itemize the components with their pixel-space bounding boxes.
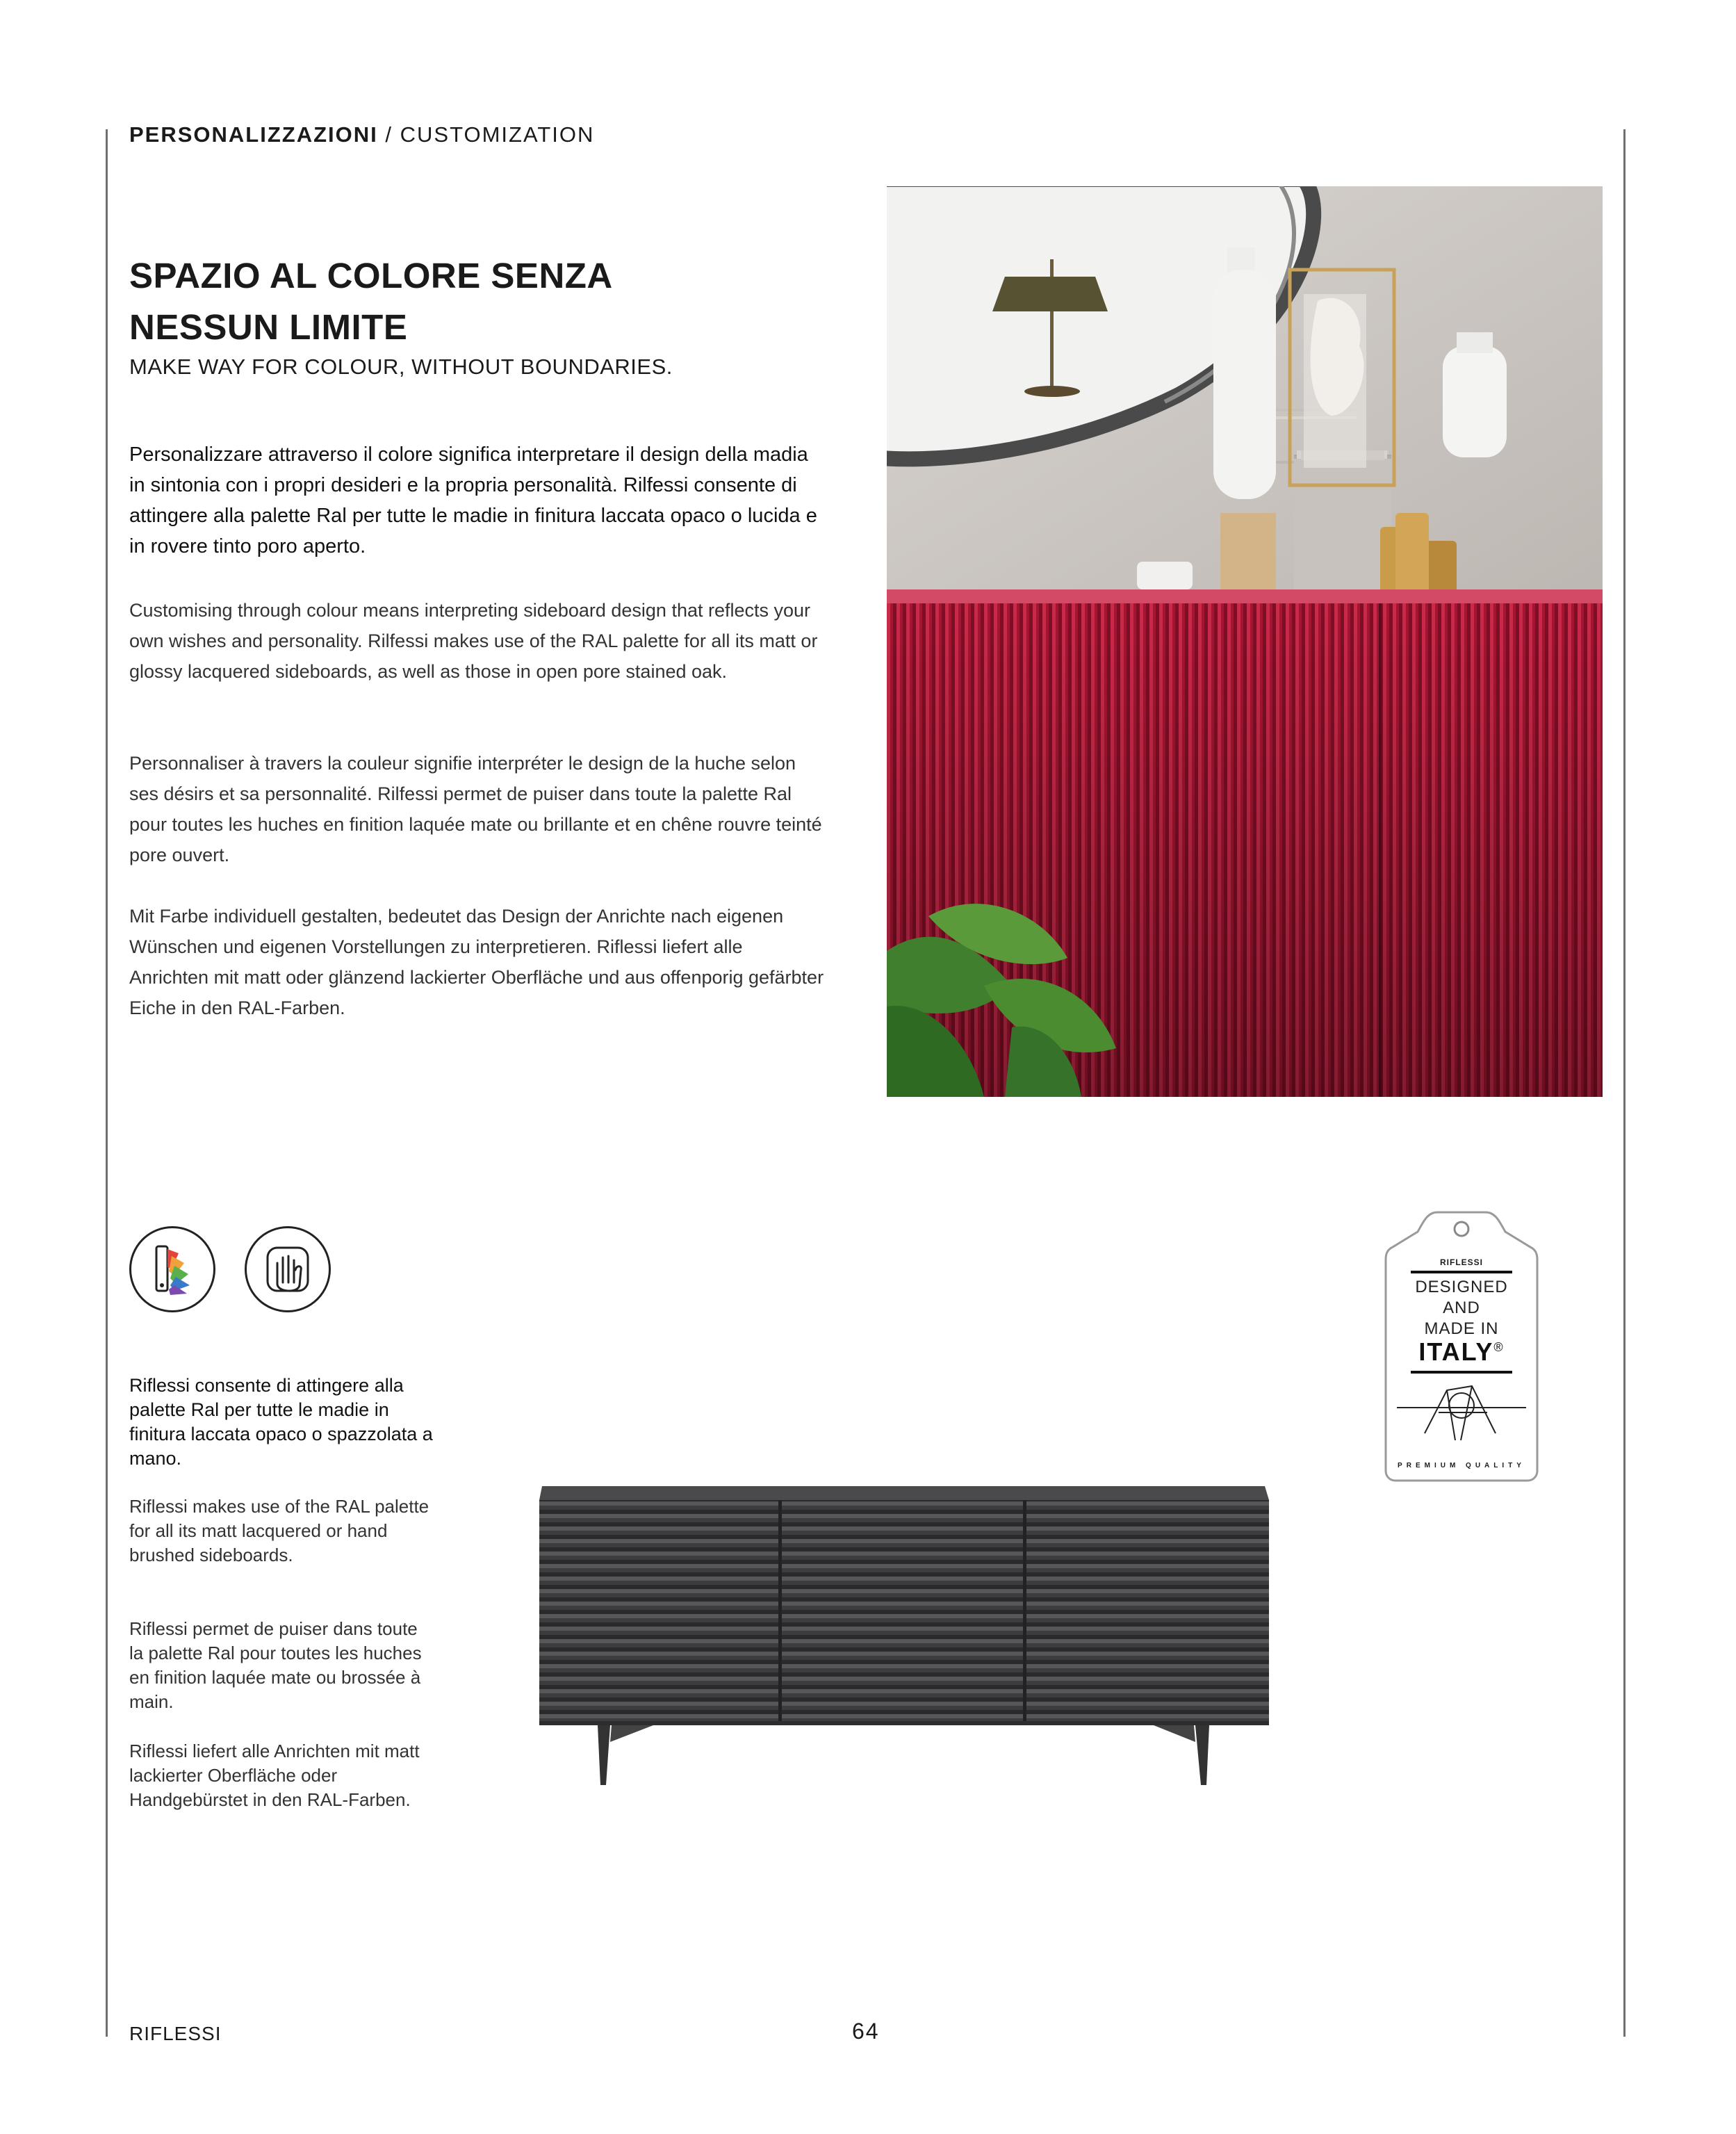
page-title-line-2: NESSUN LIMITE: [129, 307, 408, 347]
intro-paragraph-de: Mit Farbe individuell gestalten, bedeutet das Design der Anrichte nach eigenen Wünschen und eigenen Vorstellungen zu interpretieren. Riflessi liefert alle Anrichten mit matt oder glänzend lackierter Oberfläche und aus offenporig gefärbter Eiche in den RAL-Farben.: [129, 906, 824, 1018]
tag-premium-quality: PREMIUM QUALITY: [1398, 1462, 1525, 1469]
dark-sideboard-photo: [528, 1476, 1279, 1796]
left-margin-rule: [106, 129, 108, 2037]
tag-brand: RIFLESSI: [1439, 1257, 1483, 1267]
right-margin-rule: [1623, 129, 1626, 2037]
tag-country: [1383, 1337, 1540, 1367]
tag-line-made-in: MADE IN: [1424, 1319, 1499, 1338]
page-number: 64: [852, 2019, 880, 2044]
hand-brushed-icon: [245, 1226, 331, 1312]
tag-designed-text: [1383, 1277, 1540, 1339]
color-palette-icon: [129, 1226, 215, 1312]
feature-text-it: Riflessi consente di attingere alla palette Ral per tutte le madie in finitura laccata opaco o spazzolata a mano.: [129, 1375, 433, 1469]
tag-line-designed: DESIGNED: [1415, 1278, 1508, 1296]
page-subtitle: MAKE WAY FOR COLOUR, WITHOUT BOUNDARIES.: [129, 355, 673, 379]
footer-brand: RIFLESSI: [129, 2023, 222, 2044]
registered-mark: ®: [1493, 1340, 1505, 1354]
section-title-it: PERSONALIZZAZIONI: [129, 122, 378, 147]
intro-paragraph-fr: Personnaliser à travers la couleur signifie interpréter le design de la huche selon ses désirs et sa personnalité. Rilfessi permet de puiser dans toute la palette Ral pour toutes les huches en finition laquée mate ou brillante et en chêne rouvre teinté pore ouvert.: [129, 753, 822, 865]
feature-text-fr: Riflessi permet de puiser dans toute la palette Ral pour toutes les huches en finition laquée mate ou brossée à main.: [129, 1618, 422, 1712]
tag-line-and: AND: [1443, 1298, 1480, 1317]
page-title: [129, 250, 824, 353]
section-separator: /: [385, 122, 393, 147]
section-title-en: CUSTOMIZATION: [400, 122, 595, 147]
feature-text-de: Riflessi liefert alle Anrichten mit matt lackierter Oberfläche oder Handgebürstet in den RAL-Farben.: [129, 1741, 420, 1810]
red-sideboard-photo: [887, 186, 1603, 1097]
page-title-line-1: SPAZIO AL COLORE SENZA: [129, 256, 613, 295]
feature-text-en: Riflessi makes use of the RAL palette for all its matt lacquered or hand brushed sideboards.: [129, 1496, 429, 1565]
intro-paragraph-en: Customising through colour means interpreting sideboard design that reflects your own wishes and personality. Rilfessi makes use of the RAL palette for all its matt or glossy lacquered sideboards, as well as those in open pore stained oak.: [129, 600, 818, 682]
tag-country-name: ITALY: [1418, 1337, 1494, 1366]
intro-paragraph-it: Personalizzare attraverso il colore significa interpretare il design della madia in sintonia con i propri desideri e la propria personalità. Rilfessi consente di attingere alla palette Ral per tutte le madie in finitura laccata opaco o lucida e in rovere tinto poro aperto.: [129, 443, 817, 557]
made-in-italy-tag: [1383, 1204, 1540, 1483]
section-header: [129, 122, 594, 147]
